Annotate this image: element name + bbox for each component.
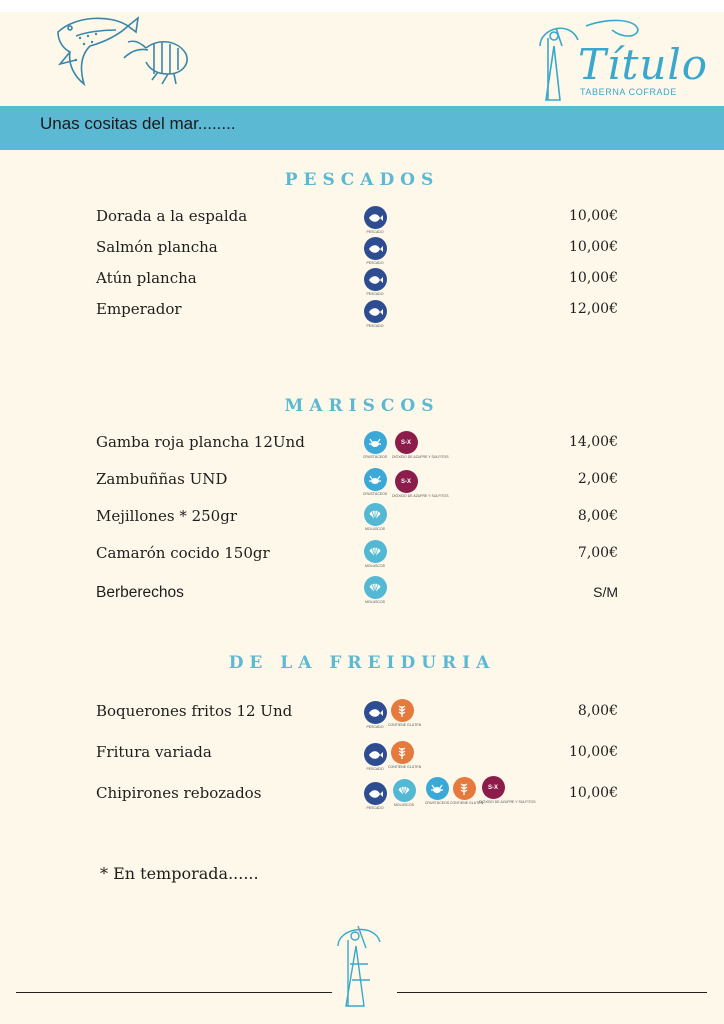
allergen-label: MOLUSCOS	[393, 803, 415, 807]
menu-item-price: 8,00€	[577, 703, 618, 719]
gluten-allergen-icon	[388, 741, 422, 769]
footer-divider-right	[397, 992, 707, 993]
section-title-pescados: PESCADOS	[284, 170, 440, 190]
brand-subtitle: TABERNA COFRADE	[580, 87, 677, 97]
section-title-freiduria: DE LA FREIDURIA	[228, 653, 496, 673]
allergen-label: MOLUSCOS	[364, 600, 386, 604]
menu-item-name: Atún plancha	[96, 269, 197, 287]
menu-item-price: 14,00€	[569, 434, 618, 450]
menu-item-name: Zambuññas UND	[96, 470, 228, 488]
mollusc-allergen-icon	[361, 540, 389, 568]
allergen-label: PESCADO	[366, 230, 384, 234]
fish-shrimp-illustration	[50, 12, 200, 92]
menu-item-name: Boquerones fritos 12 Und	[96, 702, 293, 720]
menu-item-price: 10,00€	[569, 270, 618, 286]
section-title-mariscos: MARISCOS	[284, 396, 440, 416]
sulfites-mark: S-X	[400, 439, 411, 446]
sulfites-allergen-icon	[392, 431, 449, 459]
gluten-allergen-icon	[450, 777, 484, 805]
gluten-allergen-icon	[388, 699, 422, 727]
menu-item-name: Berberechos	[96, 584, 184, 601]
menu-item-price: 12,00€	[569, 301, 618, 317]
allergen-label: MOLUSCOS	[364, 564, 386, 568]
mollusc-allergen-icon	[390, 779, 418, 807]
fish-allergen-icon	[361, 206, 389, 234]
menu-item-price: S/M	[593, 584, 618, 600]
fish-allergen-icon	[361, 782, 389, 810]
fish-allergen-icon	[361, 743, 389, 771]
banner-text: Unas cositas del mar........	[40, 114, 236, 133]
allergen-label: DIÓXIDO DE AZUFRE Y SULFITOS	[479, 800, 536, 804]
cofrade-figure-emblem	[328, 920, 398, 1012]
allergen-label: PESCADO	[366, 292, 384, 296]
menu-item-name: Gamba roja plancha 12Und	[96, 433, 305, 451]
allergen-label: PESCADO	[366, 725, 384, 729]
allergen-label: PESCADO	[366, 261, 384, 265]
menu-item-name: Emperador	[96, 300, 182, 318]
sulfites-mark: S-X	[400, 478, 411, 485]
menu-item-price: 7,00€	[577, 545, 618, 561]
fish-allergen-icon	[361, 300, 389, 328]
allergen-label: CONTIENE GLUTEN	[388, 765, 422, 769]
allergen-label: MOLUSCOS	[364, 527, 386, 531]
menu-item-price: 10,00€	[569, 785, 618, 801]
mollusc-allergen-icon	[361, 576, 389, 604]
menu-item-price: 10,00€	[569, 239, 618, 255]
allergen-label: PESCADO	[366, 767, 384, 771]
menu-item-name: Camarón cocido 150gr	[96, 544, 270, 562]
crustacean-allergen-icon	[361, 468, 389, 496]
fish-allergen-icon	[361, 268, 389, 296]
crustacean-allergen-icon	[423, 777, 451, 805]
allergen-label: CRUSTÁCEOS	[362, 455, 388, 459]
brand-name: Título	[578, 40, 709, 89]
crustacean-allergen-icon	[361, 431, 389, 459]
menu-item-price: 10,00€	[569, 208, 618, 224]
menu-item-price: 8,00€	[577, 508, 618, 524]
sulfites-allergen-icon	[479, 776, 536, 804]
allergen-label: CRUSTÁCEOS	[362, 492, 388, 496]
allergen-label: DIÓXIDO DE AZUFRE Y SULFITOS	[392, 494, 449, 498]
fish-allergen-icon	[361, 237, 389, 265]
allergen-label: DIÓXIDO DE AZUFRE Y SULFITOS	[392, 455, 449, 459]
mollusc-allergen-icon	[361, 503, 389, 531]
fish-allergen-icon	[361, 701, 389, 729]
sulfites-allergen-icon	[392, 470, 449, 498]
menu-item-price: 2,00€	[577, 471, 618, 487]
allergen-label: CRUSTÁCEOS	[424, 801, 450, 805]
menu-item-name: Fritura variada	[96, 743, 212, 761]
menu-item-name: Chipirones rebozados	[96, 784, 262, 802]
allergen-label: CONTIENE GLUTEN	[388, 723, 422, 727]
footer-divider-left	[16, 992, 332, 993]
allergen-label: PESCADO	[366, 806, 384, 810]
menu-item-name: Mejillones * 250gr	[96, 507, 237, 525]
top-strip	[0, 0, 724, 12]
menu-item-price: 10,00€	[569, 744, 618, 760]
allergen-label: CONTIENE GLUTEN	[450, 801, 484, 805]
menu-item-name: Dorada a la espalda	[96, 207, 248, 225]
menu-item-name: Salmón plancha	[96, 238, 218, 256]
allergen-label: PESCADO	[366, 324, 384, 328]
season-note: * En temporada......	[100, 864, 259, 883]
sulfites-mark: S-X	[487, 784, 498, 791]
